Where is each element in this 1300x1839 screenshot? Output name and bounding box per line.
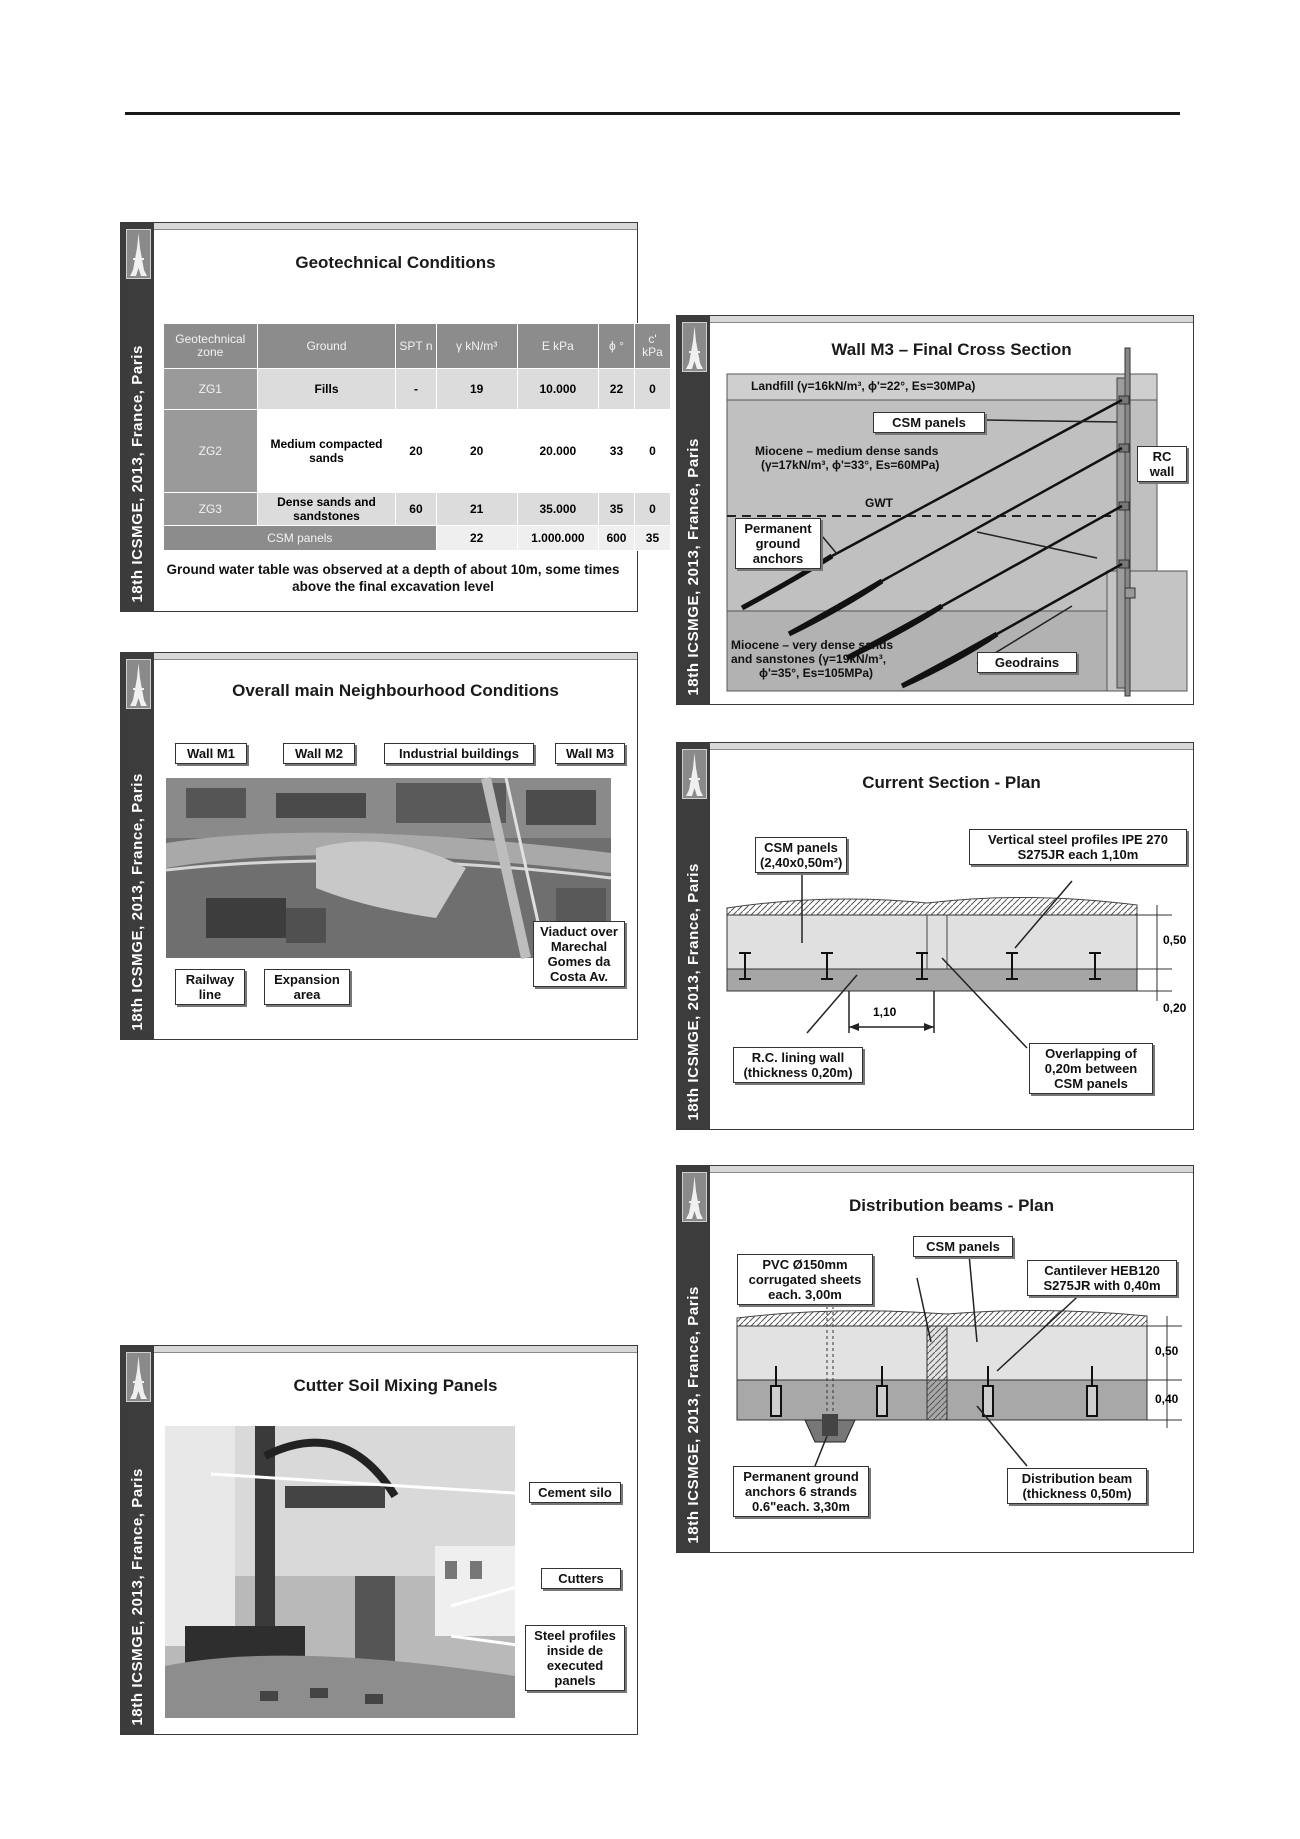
col-header-ground: Ground xyxy=(257,324,396,369)
label-wall-m1: Wall M1 xyxy=(175,743,247,764)
cell-ground: Dense sands and sandstones xyxy=(257,493,396,526)
dimension-050: 0,50 xyxy=(1155,1344,1179,1358)
table-row xyxy=(164,410,671,493)
label-viaduct: Viaduct over Marechal Gomes da Costa Av. xyxy=(533,921,625,987)
slide-title: Current Section - Plan xyxy=(862,773,1041,792)
dimension-020: 0,20 xyxy=(1163,1001,1187,1015)
geodrains-label: Geodrains xyxy=(977,652,1077,673)
cell-e: 10.000 xyxy=(517,369,598,410)
cell-phi: 600 xyxy=(598,526,634,551)
slide-top-band xyxy=(154,223,637,230)
slide-title: Overall main Neighbourhood Conditions xyxy=(232,681,559,700)
slide-side-strip xyxy=(121,223,154,611)
label-railway-line: Railway line xyxy=(175,969,245,1005)
slide-side-strip xyxy=(121,653,154,1039)
cell-phi: 22 xyxy=(598,369,634,410)
table-row xyxy=(164,493,671,526)
cell-spt: 60 xyxy=(396,493,436,526)
col-header-gamma: γ kN/m³ xyxy=(436,324,517,369)
dimension-110: 1,10 xyxy=(873,1005,897,1019)
conference-footer: 18th ICSMGE, 2013, France, Paris xyxy=(129,1468,146,1726)
groundwater-note: Ground water table was observed at a depth of about 10m, some times above the final excavation level xyxy=(166,562,620,594)
miocene-dense-line1: Miocene – very dense sands xyxy=(731,638,894,652)
cell-gamma: 21 xyxy=(436,493,517,526)
cell-zone: ZG3 xyxy=(164,493,258,526)
leader-lines xyxy=(121,1346,639,1736)
slide-title: Geotechnical Conditions xyxy=(295,253,496,272)
table-row-csm xyxy=(164,526,671,551)
miocene-medium-line1: Miocene – medium dense sands xyxy=(755,444,939,458)
miocene-dense-label xyxy=(731,638,893,680)
cell-c: 35 xyxy=(634,526,670,551)
csm-panels-label: CSM panels xyxy=(873,412,985,433)
eiffel-tower-icon xyxy=(126,229,151,279)
col-header-phi: ϕ ° xyxy=(598,324,634,369)
slide-cutter-soil-mixing xyxy=(120,1345,638,1735)
cantilever-label: Cantilever HEB120 S275JR with 0,40m xyxy=(1027,1260,1177,1296)
miocene-medium-line2: (γ=17kN/m³, ϕ'=33°, Es=60MPa) xyxy=(761,458,940,472)
cell-gamma: 20 xyxy=(436,410,517,493)
cell-phi: 35 xyxy=(598,493,634,526)
col-header-c: c' kPa xyxy=(634,324,670,369)
ground-anchors-label: Permanent ground anchors xyxy=(735,518,821,569)
csm-panels-label: CSM panels xyxy=(913,1236,1013,1257)
cell-c: 0 xyxy=(634,369,670,410)
label-cement-silo: Cement silo xyxy=(529,1482,621,1503)
landfill-label: Landfill (γ=16kN/m³, ϕ'=22°, Es=30MPa) xyxy=(751,379,976,393)
distribution-beam-label: Distribution beam (thickness 0,50m) xyxy=(1007,1468,1147,1504)
cell-ground: Fills xyxy=(257,369,396,410)
slide-geotechnical-conditions xyxy=(120,222,663,612)
dimension-040: 0,40 xyxy=(1155,1392,1179,1406)
slide-title: Distribution beams - Plan xyxy=(849,1196,1054,1215)
slide-current-section-plan xyxy=(676,742,1194,1130)
miocene-medium-label xyxy=(755,444,939,472)
csm-panels-label: CSM panels (2,40x0,50m²) xyxy=(755,837,847,873)
slide-top-band xyxy=(154,653,637,660)
label-wall-m3: Wall M3 xyxy=(555,743,625,764)
miocene-dense-line2: and sanstones (γ=19kN/m³, xyxy=(731,652,887,666)
cell-csm-label: CSM panels xyxy=(164,526,437,551)
slide-neighbourhood xyxy=(120,652,638,1040)
gwt-label: GWT xyxy=(865,496,893,510)
cell-ground: Medium compacted sands xyxy=(257,410,396,493)
label-expansion-area: Expansion area xyxy=(264,969,350,1005)
ground-anchors-label: Permanent ground anchors 6 strands 0.6"each. 3,30m xyxy=(733,1466,869,1517)
lining-wall-label: R.C. lining wall (thickness 0,20m) xyxy=(733,1047,863,1083)
cell-e: 35.000 xyxy=(517,493,598,526)
cell-gamma: 19 xyxy=(436,369,517,410)
table-header-row xyxy=(164,324,671,369)
slide-wall-m3-cross-section xyxy=(676,315,1194,705)
cell-phi: 33 xyxy=(598,410,634,493)
cell-spt: - xyxy=(396,369,436,410)
eiffel-tower-icon xyxy=(126,659,151,709)
conference-footer: 18th ICSMGE, 2013, France, Paris xyxy=(129,345,146,603)
cell-e: 1.000.000 xyxy=(517,526,598,551)
dimension-050: 0,50 xyxy=(1163,933,1187,947)
slide-title: Cutter Soil Mixing Panels xyxy=(293,1376,498,1395)
cell-spt: 20 xyxy=(396,410,436,493)
miocene-dense-line3: ϕ'=35°, Es=105MPa) xyxy=(759,666,874,680)
cell-c: 0 xyxy=(634,410,670,493)
slide-title: Wall M3 – Final Cross Section xyxy=(831,340,1072,359)
table-row xyxy=(164,369,671,410)
col-header-zone: Geotechnical zone xyxy=(164,324,258,369)
overlap-label: Overlapping of 0,20m between CSM panels xyxy=(1029,1043,1153,1094)
slide-distribution-beams-plan xyxy=(676,1165,1194,1553)
header-rule xyxy=(125,112,1180,115)
label-steel-profiles: Steel profiles inside de executed panels xyxy=(525,1625,625,1691)
cell-zone: ZG1 xyxy=(164,369,258,410)
col-header-spt: SPT n xyxy=(396,324,436,369)
cell-gamma: 22 xyxy=(436,526,517,551)
label-wall-m2: Wall M2 xyxy=(283,743,355,764)
conference-footer: 18th ICSMGE, 2013, France, Paris xyxy=(129,773,146,1031)
cell-c: 0 xyxy=(634,493,670,526)
geotechnical-table xyxy=(163,323,671,551)
col-header-e: E kPa xyxy=(517,324,598,369)
label-industrial-buildings: Industrial buildings xyxy=(384,743,534,764)
steel-profiles-label: Vertical steel profiles IPE 270 S275JR each 1,10m xyxy=(969,829,1187,865)
conference-footer: 18th ICSMGE, 2013, France, Paris xyxy=(685,1286,702,1544)
rc-wall-label: RC wall xyxy=(1137,446,1187,482)
cell-zone: ZG2 xyxy=(164,410,258,493)
cell-e: 20.000 xyxy=(517,410,598,493)
conference-footer: 18th ICSMGE, 2013, France, Paris xyxy=(685,863,702,1121)
label-cutters: Cutters xyxy=(541,1568,621,1589)
conference-footer: 18th ICSMGE, 2013, France, Paris xyxy=(685,438,702,696)
pvc-sheets-label: PVC Ø150mm corrugated sheets each. 3,00m xyxy=(737,1254,873,1305)
